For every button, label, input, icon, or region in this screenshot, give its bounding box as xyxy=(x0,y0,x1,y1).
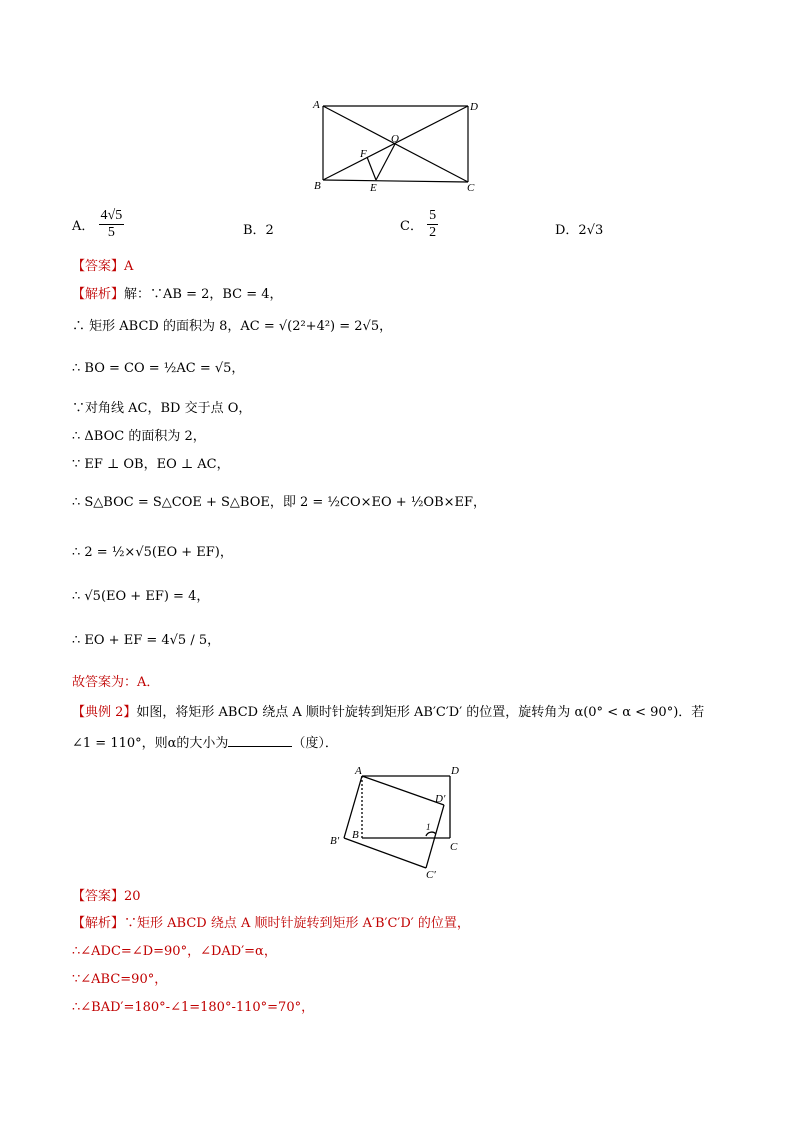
answer-1-value: A xyxy=(124,259,134,274)
fig2-label-D-prime: D′ xyxy=(435,793,446,805)
analysis-1-line-3: ∴ BO = CO = ½AC = √5， xyxy=(72,361,245,376)
analysis-2-line-2: ∴∠ADC=∠D=90°，∠DAD′=α， xyxy=(72,944,277,959)
option-a-label: A． xyxy=(72,219,95,234)
fig2-label-B: B xyxy=(352,829,359,841)
answer-2-value: 20 xyxy=(124,889,141,904)
answer-1 xyxy=(72,258,133,276)
option-a-numerator: 4√5 xyxy=(100,208,123,223)
analysis-2-tag: 【解析】 xyxy=(72,916,125,931)
example-2-line-2 xyxy=(72,734,338,753)
answer-2-tag: 【答案】 xyxy=(72,889,125,904)
answer-blank xyxy=(228,734,292,747)
option-c xyxy=(400,208,438,241)
analysis-1-line-2: ∴ 矩形 ABCD 的面积为 8，AC = √(2²+4²) = 2√5， xyxy=(72,319,393,334)
analysis-1-tag: 【解析】 xyxy=(72,287,125,302)
analysis-1-line-5: ∴ ΔBOC 的面积为 2， xyxy=(72,429,206,444)
analysis-1-line-8: ∴ 2 = ½×√5(EO + EF)， xyxy=(72,545,233,560)
analysis-1-line-9: ∴ √5(EO + EF) = 4， xyxy=(72,589,210,604)
analysis-1-line-7: ∴ S△BOC = S△COE + S△BOE，即 2 = ½CO×EO + ½OB×EF， xyxy=(72,495,487,510)
analysis-1-line-6: ∵ EF ⊥ OB，EO ⊥ AC， xyxy=(72,457,230,472)
option-b: B．2 xyxy=(243,223,274,238)
fig2-label-D: D xyxy=(451,765,459,777)
fig2-label-C: C xyxy=(450,841,458,853)
answer-2 xyxy=(72,888,141,906)
option-c-denominator: 2 xyxy=(429,225,437,240)
example-2-text-1: 如图，将矩形 ABCD 绕点 A 顺时针旋转到矩形 AB′C′D′ 的位置，旋转角为 α(0° < α < 90°)．若 xyxy=(136,705,705,720)
option-c-fraction xyxy=(427,208,438,241)
example-2-line-1 xyxy=(72,704,704,722)
label-B: B xyxy=(314,180,321,192)
example-2-tag: 【典例 2】 xyxy=(72,705,137,720)
answer-1-tag: 【答案】 xyxy=(72,259,125,274)
fig2-label-C-prime: C′ xyxy=(426,869,436,881)
option-c-label: C． xyxy=(400,219,423,234)
analysis-1-text-1: 解：∵AB = 2，BC = 4， xyxy=(124,287,283,302)
option-c-numerator: 5 xyxy=(429,208,437,223)
analysis-2-line-4: ∴∠BAD′=180°-∠1=180°-110°=70°， xyxy=(72,1000,315,1015)
analysis-1-line-4: ∵对角线 AC，BD 交于点 O， xyxy=(72,401,252,416)
label-O: O xyxy=(391,133,399,145)
figure-rectangle-abcd xyxy=(310,96,490,196)
figure-rotated-rectangle xyxy=(322,760,482,882)
label-D: D xyxy=(470,101,478,113)
option-d: D．2√3 xyxy=(555,223,604,238)
label-E: E xyxy=(370,182,377,194)
example-2-text-2a: ∠1 = 110°，则α的大小为 xyxy=(72,736,229,751)
analysis-1-line-1 xyxy=(72,286,283,304)
option-a xyxy=(72,208,124,241)
analysis-2-line-3: ∵∠ABC=90°， xyxy=(72,972,168,987)
analysis-2-line-1 xyxy=(72,915,470,933)
option-a-denominator: 5 xyxy=(107,225,115,240)
label-A: A xyxy=(313,99,320,111)
analysis-1-line-10: ∴ EO + EF = 4√5 / 5， xyxy=(72,633,221,648)
fig2-label-1: 1 xyxy=(426,822,431,832)
fig2-label-A: A xyxy=(355,765,362,777)
option-a-fraction xyxy=(99,208,125,241)
analysis-2-text-1: ∵矩形 ABCD 绕点 A 顺时针旋转到矩形 A′B′C′D′ 的位置， xyxy=(124,916,470,931)
fig2-label-B-prime: B′ xyxy=(330,835,340,847)
example-2-text-2b: （度）． xyxy=(292,736,338,751)
analysis-1-conclusion: 故答案为：A． xyxy=(72,675,160,690)
label-F: F xyxy=(360,148,367,160)
label-C: C xyxy=(467,182,475,194)
